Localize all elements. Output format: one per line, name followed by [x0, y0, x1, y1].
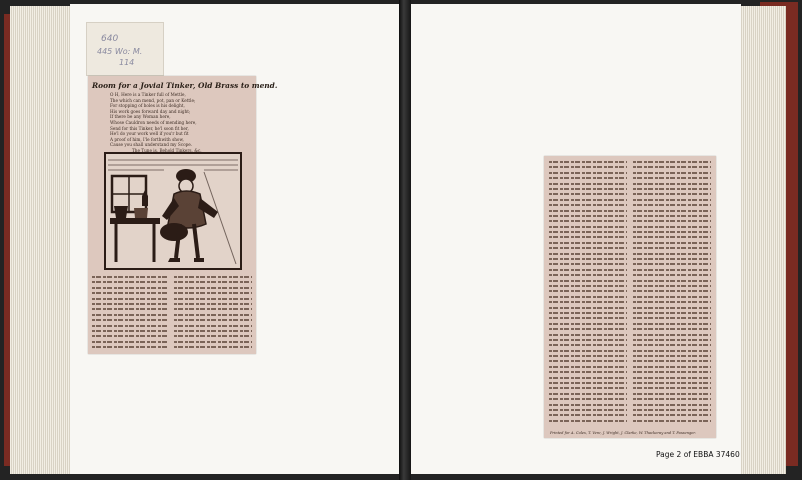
broadside-right — [544, 156, 716, 438]
right-page-edges — [740, 6, 786, 474]
left-verse-column-1 — [92, 276, 168, 351]
first-stanza: O H, Here is a Tinker full of Mettle, The which can mend, pot, pan or Kettle; For stopping of holes is his delight, His work goes forward day and night; If there be any Woman here, Whose Cauldron needs of mending here, Send for this Tinker, he'l soon fit her, He'l do your work well if you'r but fit A proof of him, I'le forthwith show, Cause you shall understand my Scope. The Tune is, Behold Tinkers, &c. — [110, 92, 202, 153]
book-gutter — [399, 0, 411, 480]
handwritten-slip — [86, 22, 164, 76]
note-line-1: 640 — [101, 34, 119, 44]
note-line-2: 445 Wo: M. — [97, 47, 143, 56]
imprint-line: Printed for A. Coles, T. Vere, J. Wright, J. Clarke, W. Thackeray and T. Passenger. — [550, 431, 696, 435]
right-verse-column-1 — [549, 161, 627, 425]
note-line-3: 114 — [119, 58, 135, 67]
tinker-woodcut — [104, 152, 242, 270]
right-verse-column-2 — [633, 161, 711, 425]
page-caption: Page 2 of EBBA 37460 — [656, 450, 740, 459]
broadside-left — [88, 76, 278, 354]
left-page-edges — [10, 6, 72, 474]
broadside-title: Room for a Jovial Tinker, Old Brass to mend. — [92, 81, 278, 90]
left-verse-column-2 — [174, 276, 252, 351]
